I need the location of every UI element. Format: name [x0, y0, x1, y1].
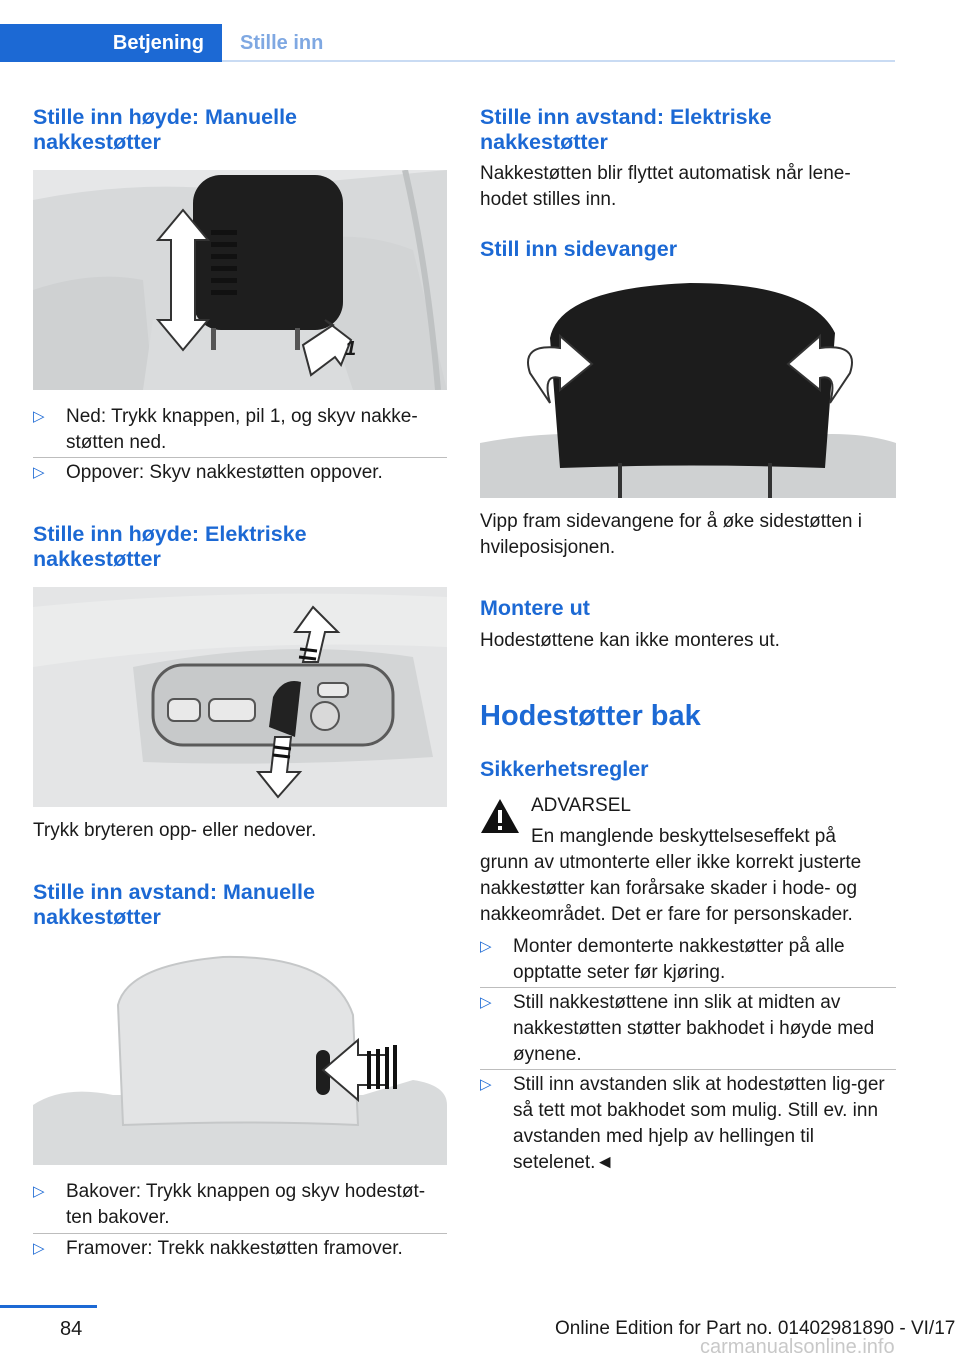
callout-number: 1: [345, 338, 357, 360]
list-divider: [33, 1233, 447, 1234]
page-number: 84: [60, 1318, 83, 1340]
paragraph-electric-distance: Nakkestøtten blir flyttet automatisk når lene-hodet stilles inn.: [480, 163, 851, 210]
section-title-side-wings: Still inn sidevanger: [480, 237, 678, 261]
list-item: ▷ Oppover: Skyv nakkestøtten oppover.: [33, 460, 447, 486]
bullet-triangle-icon: ▷: [33, 1240, 45, 1257]
list-item: ▷ Bakover: Trykk knappen og skyv hodestøt-ten bakover.: [33, 1181, 426, 1228]
bullet-triangle-icon: ▷: [33, 408, 45, 425]
image-manual-distance: [33, 945, 447, 1165]
paragraph-switch: Trykk bryteren opp- eller nedover.: [33, 820, 317, 841]
warning-icon: [480, 797, 520, 835]
list-divider: [480, 987, 896, 988]
bullet-triangle-icon: ▷: [480, 1076, 492, 1093]
section-title-manual-height: Stille inn høyde: Manuelle nakkestøtter: [33, 105, 298, 154]
warning-text: grunn av utmonterte eller ikke korrekt justerte nakkestøtter kan forårsake skader i hode- og nakkeområdet. Det er fare for personskader.: [480, 852, 862, 925]
bullet-triangle-icon: ▷: [33, 464, 45, 481]
watermark: carmanualsonline.info: [700, 1336, 895, 1358]
list-divider: [480, 1069, 896, 1070]
tab-underline: [222, 60, 895, 62]
list-item: ▷ Still inn avstanden slik at hodestøtten lig-ger så tett mot bakhodet som mulig. Still ev. inn avstanden med hjelp av hellingen til setelenet.◄: [480, 1074, 885, 1173]
bullet-triangle-icon: ▷: [480, 938, 492, 955]
list-item: ▷ Ned: Trykk knappen, pil 1, og skyv nakke-støtten ned.: [33, 406, 418, 453]
paragraph-side-wings: Vipp fram sidevangene for å øke sidestøtten i hvileposisjonen.: [480, 511, 862, 558]
tab-betjening[interactable]: Betjening: [0, 24, 222, 62]
paragraph-remove: Hodestøttene kan ikke monteres ut.: [480, 630, 780, 651]
section-title-safety: Sikkerhetsregler: [480, 757, 649, 781]
chapter-title-rear-headrests: Hodestøtter bak: [480, 700, 701, 732]
list-item: ▷ Monter demonterte nakkestøtter på alle opptatte seter før kjøring.: [480, 936, 845, 983]
tab-stille-inn[interactable]: Stille inn: [240, 32, 324, 54]
bullet-triangle-icon: ▷: [480, 994, 492, 1011]
image-seat-switch: [33, 587, 447, 807]
header-tabs: [0, 0, 895, 62]
list-divider: [33, 457, 447, 458]
section-title-remove: Montere ut: [480, 596, 590, 620]
warning-label: ADVARSEL: [531, 795, 631, 816]
warning-text-first-line: En manglende beskyttelseseffekt på: [531, 826, 836, 847]
list-item: ▷ Still nakkestøttene inn slik at midten av nakkestøtten støtter bakhodet i høyde med øynene.: [480, 992, 875, 1065]
image-side-wings: [480, 278, 896, 498]
image-manual-headrest-height: [33, 170, 447, 390]
edition-text: Online Edition for Part no. 01402981890 - VI/17: [555, 1318, 956, 1339]
section-title-manual-distance: Stille inn avstand: Manuelle nakkestøtter: [33, 880, 315, 929]
section-title-electric-height: Stille inn høyde: Elektriske nakkestøtter: [33, 522, 307, 571]
footer-accent-line: [0, 1305, 97, 1308]
bullet-triangle-icon: ▷: [33, 1183, 45, 1200]
list-item: ▷ Framover: Trekk nakkestøtten framover.: [33, 1236, 447, 1262]
section-title-electric-distance: Stille inn avstand: Elektriske nakkestøtter: [480, 105, 772, 154]
